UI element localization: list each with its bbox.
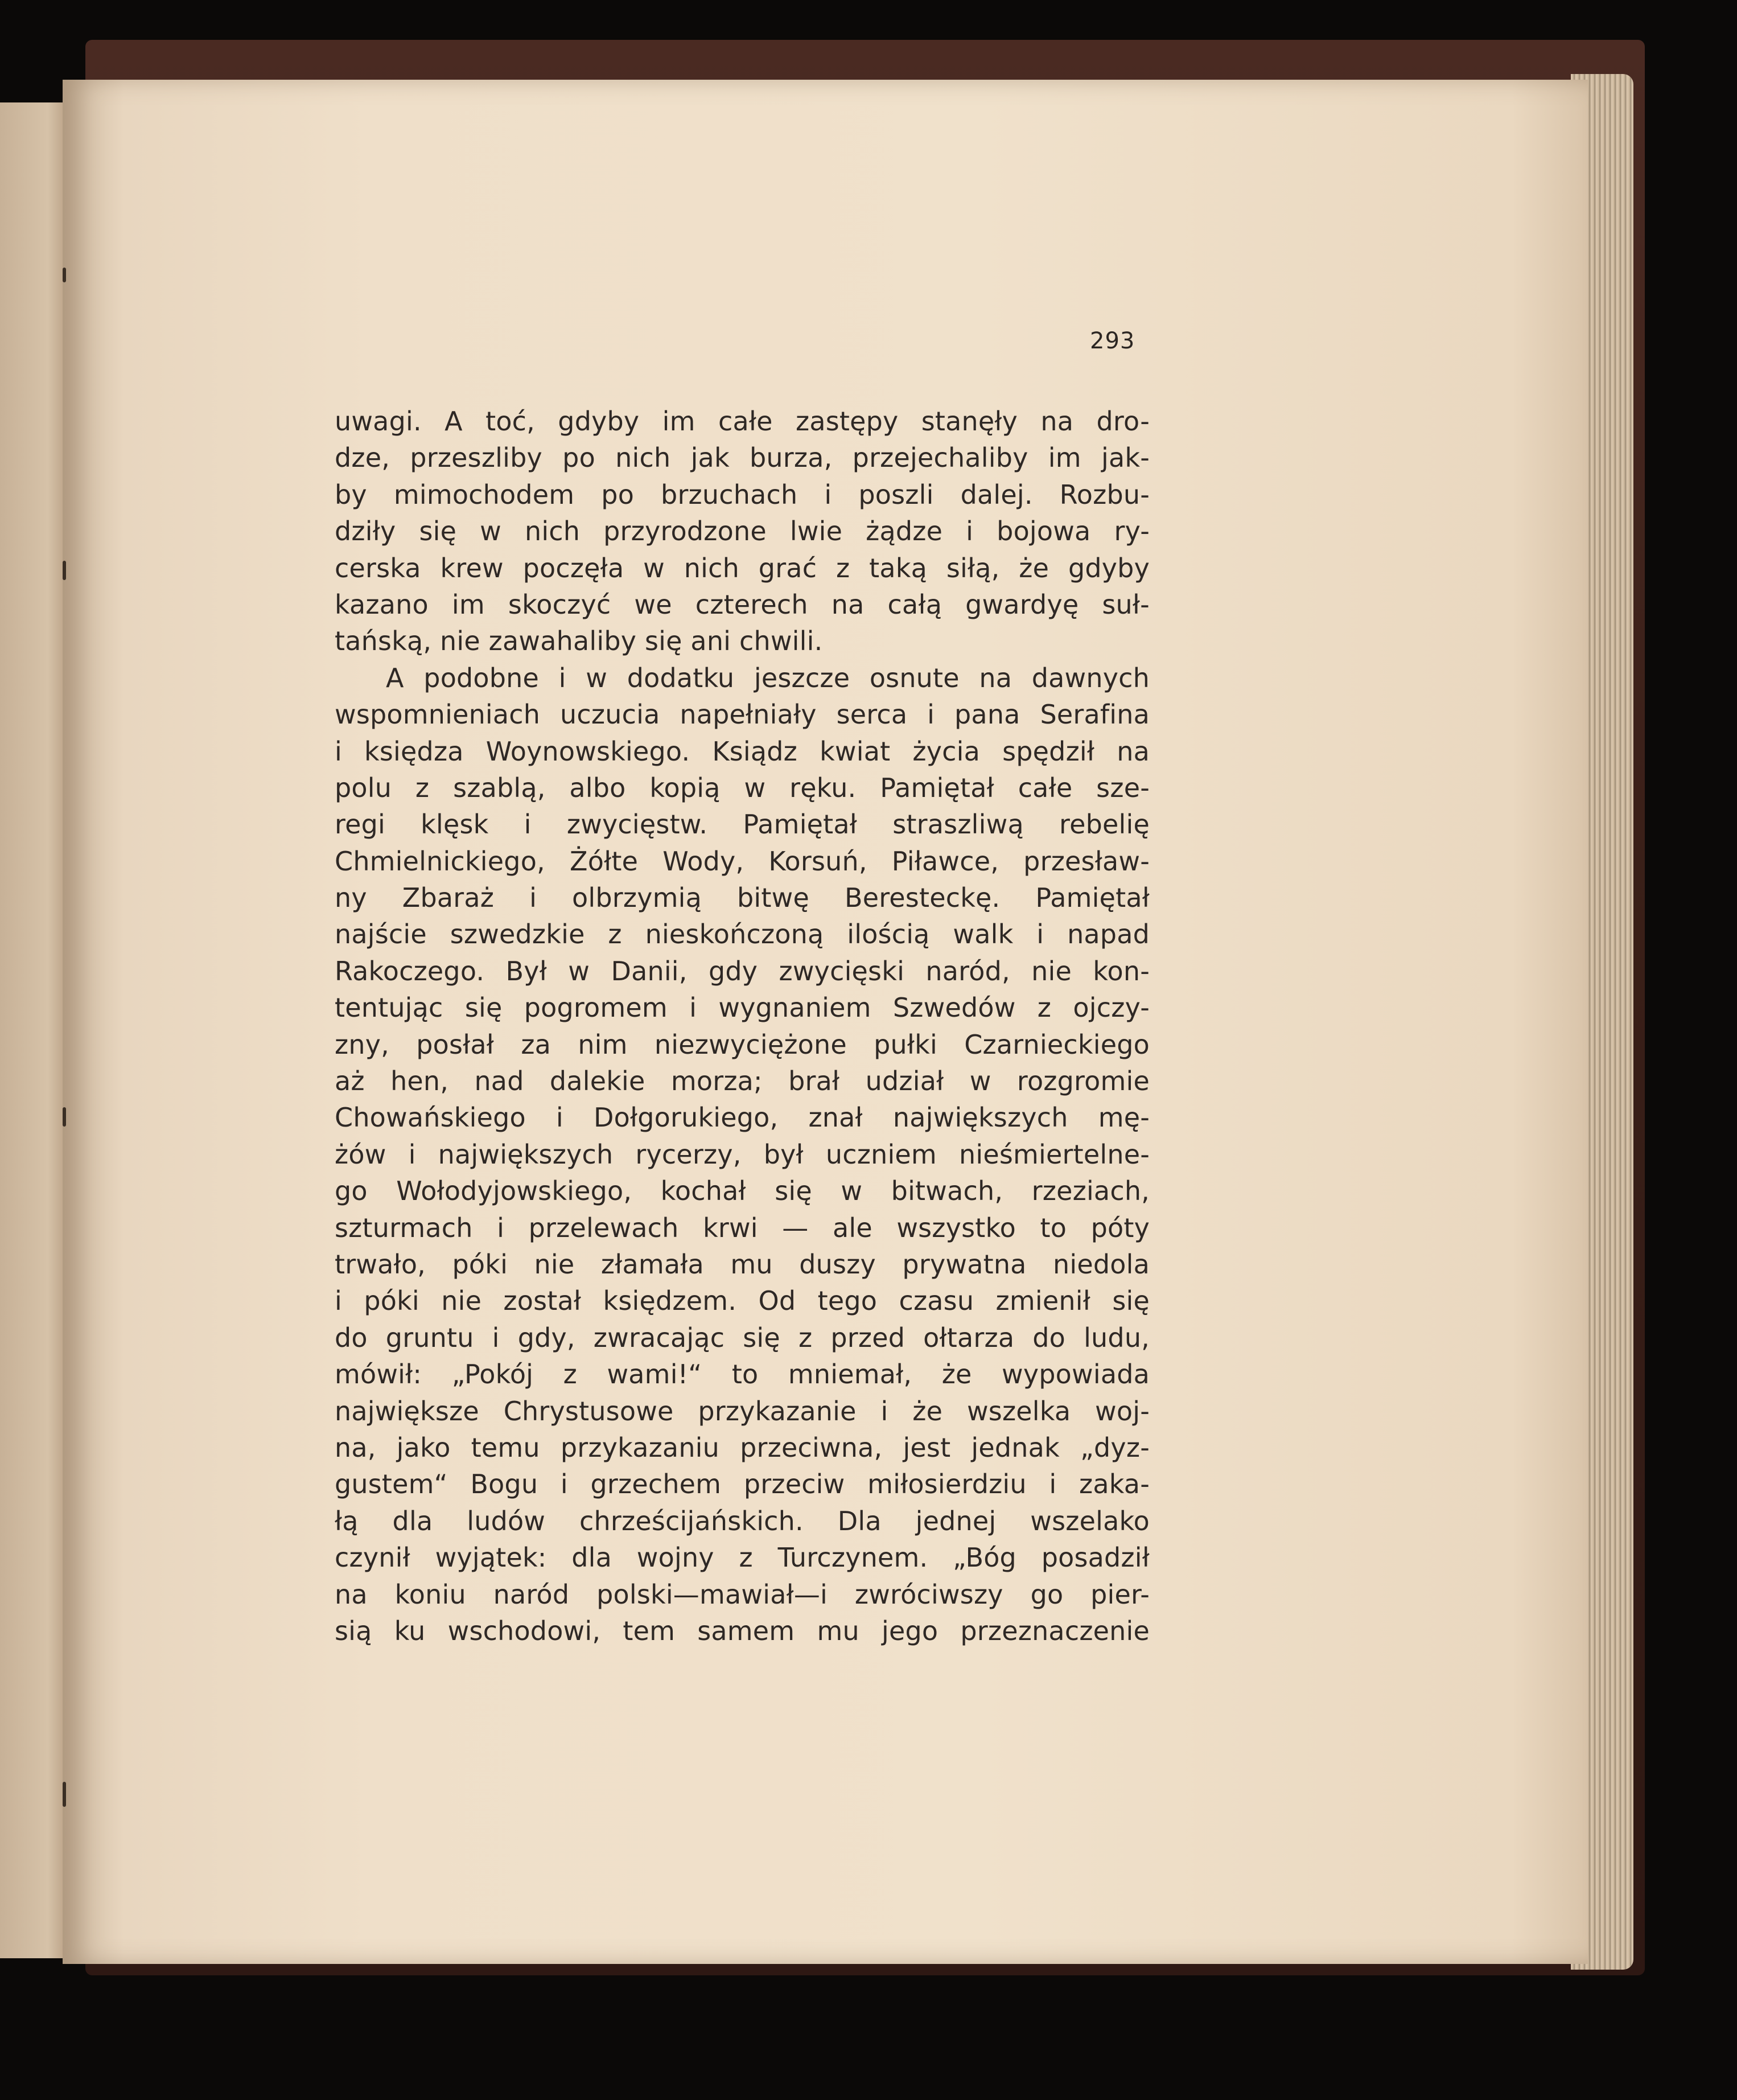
text-line: kazano im skoczyć we czterech na całą gwardyę suł- xyxy=(335,589,1150,620)
gutter-mark xyxy=(63,1107,66,1127)
text-line: mówił: „Pokój z wami!“ to mniemał, że wypowiada xyxy=(335,1359,1150,1390)
text-line: największe Chrystusowe przykazanie i że wszelka woj- xyxy=(335,1395,1150,1427)
text-line: na, jako temu przykazaniu przeciwna, jest jednak „dyz- xyxy=(335,1432,1150,1463)
text-line: uwagi. A toć, gdyby im całe zastępy stanęły na dro- xyxy=(335,406,1150,437)
text-line: Rakoczego. Był w Danii, gdy zwycięski naród, nie kon- xyxy=(335,955,1150,987)
text-line: Chowańskiego i Dołgorukiego, znał największych mę- xyxy=(335,1102,1150,1133)
text-line: na koniu naród polski—mawiał—i zwróciwszy go pier- xyxy=(335,1579,1150,1610)
text-line: gustem“ Bogu i grzechem przeciw miłosierdziu i zaka- xyxy=(335,1469,1150,1500)
text-line: dziły się w nich przyrodzone lwie żądze i bojowa ry- xyxy=(335,516,1150,547)
text-line: go Wołodyjowskiego, kochał się w bitwach, rzeziach, xyxy=(335,1176,1150,1207)
text-line: najście szwedzkie z nieskończoną ilością walk i napad xyxy=(335,919,1150,950)
text-line: żów i największych rycerzy, był uczniem nieśmiertelne- xyxy=(335,1139,1150,1170)
text-line: tańską, nie zawahaliby się ani chwili. xyxy=(335,626,823,657)
body-text xyxy=(335,403,1150,1649)
text-line: i księdza Woynowskiego. Ksiądz kwiat życia spędził na xyxy=(335,735,1150,767)
text-line: Chmielnickiego, Żółte Wody, Korsuń, Piławce, przesław- xyxy=(335,845,1150,877)
text-line: cerska krew poczęła w nich grać z taką siłą, że gdyby xyxy=(335,552,1150,583)
text-line: zny, posłał za nim niezwyciężone pułki Czarnieckiego xyxy=(335,1029,1150,1060)
text-line: dze, przeszliby po nich jak burza, przejechaliby im jak- xyxy=(335,442,1150,474)
text-line: czynił wyjątek: dla wojny z Turczynem. „Bóg posadził xyxy=(335,1542,1150,1573)
gutter-mark xyxy=(63,561,66,580)
text-line: A podobne i w dodatku jeszcze osnute na dawnych xyxy=(386,662,1150,693)
text-line: do gruntu i gdy, zwracając się z przed ołtarza do ludu, xyxy=(335,1322,1150,1353)
page-number: 293 xyxy=(1090,328,1135,354)
facing-page-edge xyxy=(0,102,68,1958)
text-line: szturmach i przelewach krwi — ale wszystko to póty xyxy=(335,1212,1150,1243)
gutter-mark xyxy=(63,1782,66,1807)
text-line: i póki nie został księdzem. Od tego czasu zmienił się xyxy=(335,1285,1150,1317)
text-line: ny Zbaraż i olbrzymią bitwę Beresteckę. Pamiętał xyxy=(335,882,1150,914)
text-line: polu z szablą, albo kopią w ręku. Pamiętał całe sze- xyxy=(335,772,1150,803)
text-line: aż hen, nad dalekie morza; brał udział w rozgromie xyxy=(335,1066,1150,1097)
text-line: regi klęsk i zwycięstw. Pamiętał straszliwą rebelię xyxy=(335,809,1150,840)
text-line: by mimochodem po brzuchach i poszli dalej. Rozbu- xyxy=(335,479,1150,510)
text-line: wspomnieniach uczucia napełniały serca i pana Serafina xyxy=(335,699,1150,730)
text-line: sią ku wschodowi, tem samem mu jego przeznaczenie xyxy=(335,1615,1150,1646)
gutter-mark xyxy=(63,268,66,282)
text-line: tentując się pogromem i wygnaniem Szwedów z ojczy- xyxy=(335,992,1150,1024)
text-line: łą dla ludów chrześcijańskich. Dla jednej wszelako xyxy=(335,1505,1150,1536)
text-line: trwało, póki nie złamała mu duszy prywatna niedola xyxy=(335,1248,1150,1280)
